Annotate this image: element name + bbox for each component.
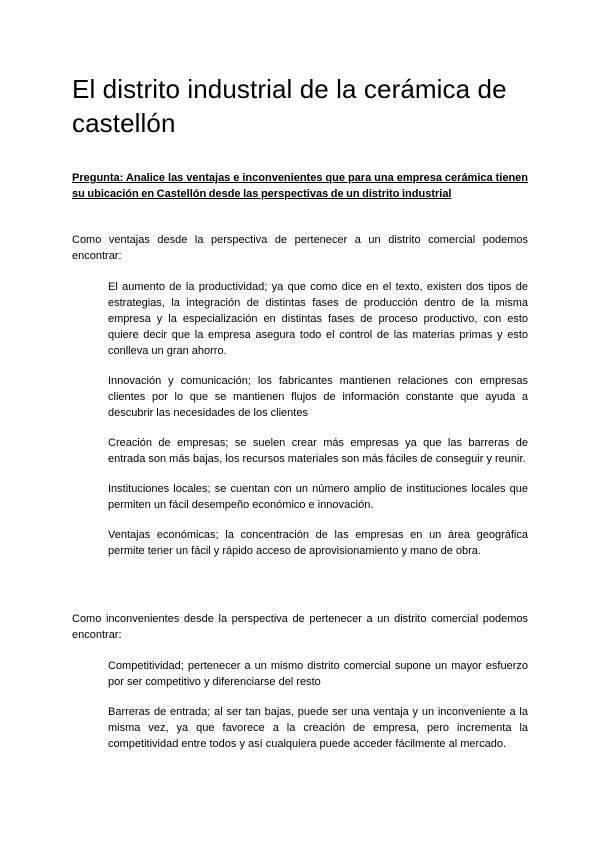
advantages-intro: Como ventajas desde la perspectiva de pertenecer a un distrito comercial podemos encontrar: <box>72 234 528 262</box>
disadvantage-item: Barreras de entrada; al ser tan bajas, puede ser una ventaja y un inconveniente a la misma vez, ya que favorece a la creación de empresa, pero incrementa la competitividad entre todos y así cualquiera puede acceder fácilmente al mercado. <box>108 706 528 750</box>
document-page <box>72 72 528 766</box>
question-text: Pregunta: Analice las ventajas e inconvenientes que para una empresa cerámica tienen su ubicación en Castellón desde las perspectivas de un distrito industrial <box>72 172 528 200</box>
advantage-item: Instituciones locales; se cuentan con un número amplio de instituciones locales que permiten un fácil desempeño económico e innovación. <box>108 483 528 511</box>
advantage-item: Ventajas económicas; la concentración de las empresas en un área geográfica permite tener un fácil y rápido acceso de aprovisionamiento y mano de obra. <box>108 529 528 557</box>
disadvantages-list <box>72 658 528 752</box>
document-title: El distrito industrial de la cerámica de castellón <box>72 74 507 138</box>
advantage-item: Innovación y comunicación; los fabricantes mantienen relaciones con empresas clientes por lo que se mantienen flujos de información constante que ayuda a descubrir las necesidades de los clientes <box>108 375 528 419</box>
advantage-item: El aumento de la productividad; ya que como dice en el texto, existen dos tipos de estrategias, la integración de distintas fases de producción dentro de la misma empresa y la especialización en distintas fases de proceso productivo, con esto quiere decir que la empresa asegura todo el control de las materias primas y esto conlleva un gran ahorro. <box>108 281 528 357</box>
advantages-list <box>72 279 528 559</box>
disadvantage-item: Competitividad; pertenecer a un mismo distrito comercial supone un mayor esfuerzo por ser competitivo y diferenciarse del resto <box>108 660 528 688</box>
section-spacer <box>72 573 528 611</box>
advantage-item: Creación de empresas; se suelen crear más empresas ya que las barreras de entrada son más bajas, los recursos materiales son más fáciles de conseguir y reunir. <box>108 437 528 465</box>
disadvantages-intro: Como inconvenientes desde la perspectiva de pertenecer a un distrito comercial podemos encontrar: <box>72 613 528 641</box>
